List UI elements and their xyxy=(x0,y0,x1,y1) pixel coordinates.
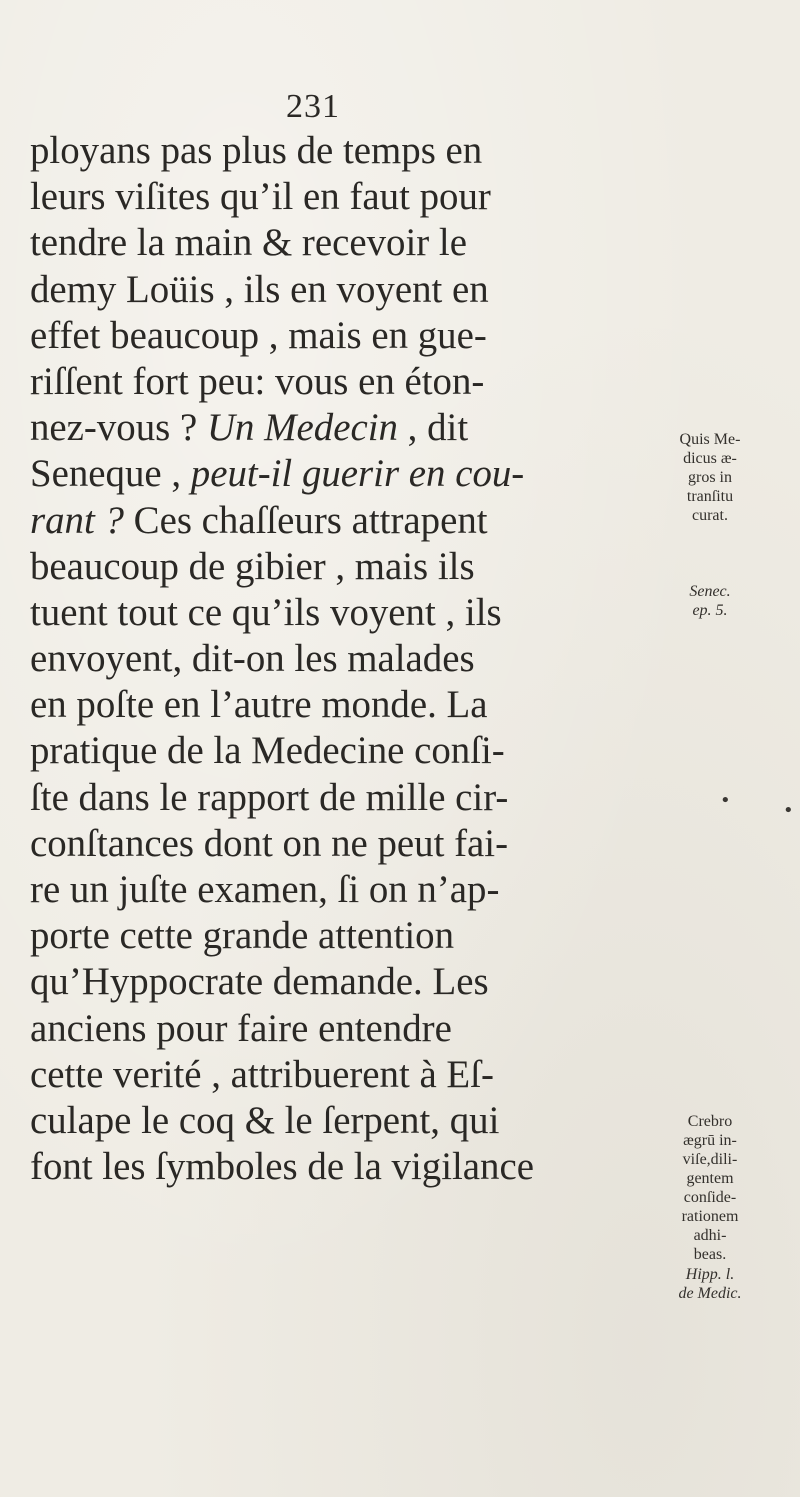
text-segment: cette verité , attribuerent à Eſ- xyxy=(30,1052,494,1096)
text-segment: Ces chaſſeurs attrapent xyxy=(123,498,488,542)
text-segment: pratique de la Medecine conſi- xyxy=(30,729,505,773)
marginal-note xyxy=(630,430,790,525)
text-segment: envoyent, dit-on les malades xyxy=(30,637,475,681)
marginal-note xyxy=(630,1265,790,1303)
text-line xyxy=(30,220,630,266)
marginal-note-line: ægrū in- xyxy=(683,1132,737,1149)
text-line xyxy=(30,1006,630,1052)
marginal-note-line: Quis Me- xyxy=(679,431,741,448)
text-line xyxy=(30,498,630,544)
text-segment: demy Loüis , ils en voyent en xyxy=(30,267,489,311)
text-segment: culape le coq & le ſerpent, qui xyxy=(30,1098,500,1142)
text-segment: riſſent fort peu: vous en éton- xyxy=(30,359,485,403)
marginal-note xyxy=(630,582,790,620)
marginal-note-line: tranſitu xyxy=(686,488,734,505)
text-line xyxy=(30,590,630,636)
text-segment: anciens pour faire entendre xyxy=(30,1006,452,1050)
text-line xyxy=(30,775,630,821)
text-segment: leurs viſites qu’il en faut pour xyxy=(30,175,491,219)
text-line xyxy=(30,544,630,590)
text-segment: effet beaucoup , mais en gue- xyxy=(30,313,487,357)
text-line xyxy=(30,867,630,913)
marginal-note-line: ep. 5. xyxy=(692,602,728,619)
text-segment: Un Medecin xyxy=(206,406,398,450)
text-line xyxy=(30,682,630,728)
text-line xyxy=(30,451,630,497)
text-segment: conſtances dont on ne peut fai- xyxy=(30,821,509,865)
marginal-note-line: viſe,dili- xyxy=(682,1151,738,1168)
text-segment: ſte dans le rapport de mille cir- xyxy=(30,775,509,819)
text-segment: peut-il guerir en cou- xyxy=(190,452,525,496)
body-text xyxy=(30,128,630,1190)
text-line xyxy=(30,174,630,220)
text-line xyxy=(30,267,630,313)
marginal-note-line: adhi- xyxy=(693,1227,727,1244)
marginal-note xyxy=(630,1112,790,1264)
marginal-note-line: gentem xyxy=(686,1170,734,1187)
text-line xyxy=(30,128,630,174)
text-segment: rant ? xyxy=(30,498,124,542)
marginal-note-line: Hipp. l. xyxy=(685,1266,735,1283)
text-segment: , dit xyxy=(397,406,469,450)
text-line xyxy=(30,1098,630,1144)
text-line xyxy=(30,636,630,682)
marginal-note-line: de Medic. xyxy=(678,1285,742,1302)
text-line xyxy=(30,959,630,1005)
text-line xyxy=(30,313,630,359)
marginal-note-line: conſide- xyxy=(683,1189,737,1206)
text-segment: porte cette grande attention xyxy=(30,914,455,958)
marginal-note-line: rationem xyxy=(681,1208,739,1225)
text-line xyxy=(30,913,630,959)
marginal-note-line: Senec. xyxy=(689,583,731,600)
text-segment: ployans pas plus de temps en xyxy=(30,129,483,172)
marginal-note-line: gros in xyxy=(688,469,732,486)
text-segment: Seneque , xyxy=(30,452,191,496)
text-segment: font les ſymboles de la vigilance xyxy=(30,1145,534,1189)
text-segment: beaucoup de gibier , mais ils xyxy=(30,544,475,588)
text-line xyxy=(30,405,630,451)
text-line xyxy=(30,728,630,774)
text-segment: tendre la main & recevoir le xyxy=(30,221,467,265)
text-line xyxy=(30,359,630,405)
text-segment: en poſte en l’autre monde. La xyxy=(30,683,488,727)
text-segment: tuent tout ce qu’ils voyent , ils xyxy=(30,590,502,634)
marginal-note-line: beas. xyxy=(693,1246,727,1263)
text-line xyxy=(30,1144,630,1190)
ornament-dot: • xyxy=(783,800,794,821)
text-segment: qu’Hyppocrate demande. Les xyxy=(30,960,489,1004)
text-segment: re un juſte examen, ſi on n’ap- xyxy=(30,868,500,911)
page-number: 231 xyxy=(286,88,340,125)
ornament-dot: • xyxy=(720,790,731,811)
marginal-note-line: curat. xyxy=(692,507,728,524)
text-segment: nez-vous ? xyxy=(30,406,207,450)
marginal-note-line: dicus æ- xyxy=(683,450,737,467)
marginal-note-line: Crebro xyxy=(687,1113,733,1130)
text-line xyxy=(30,1052,630,1098)
text-line xyxy=(30,821,630,867)
